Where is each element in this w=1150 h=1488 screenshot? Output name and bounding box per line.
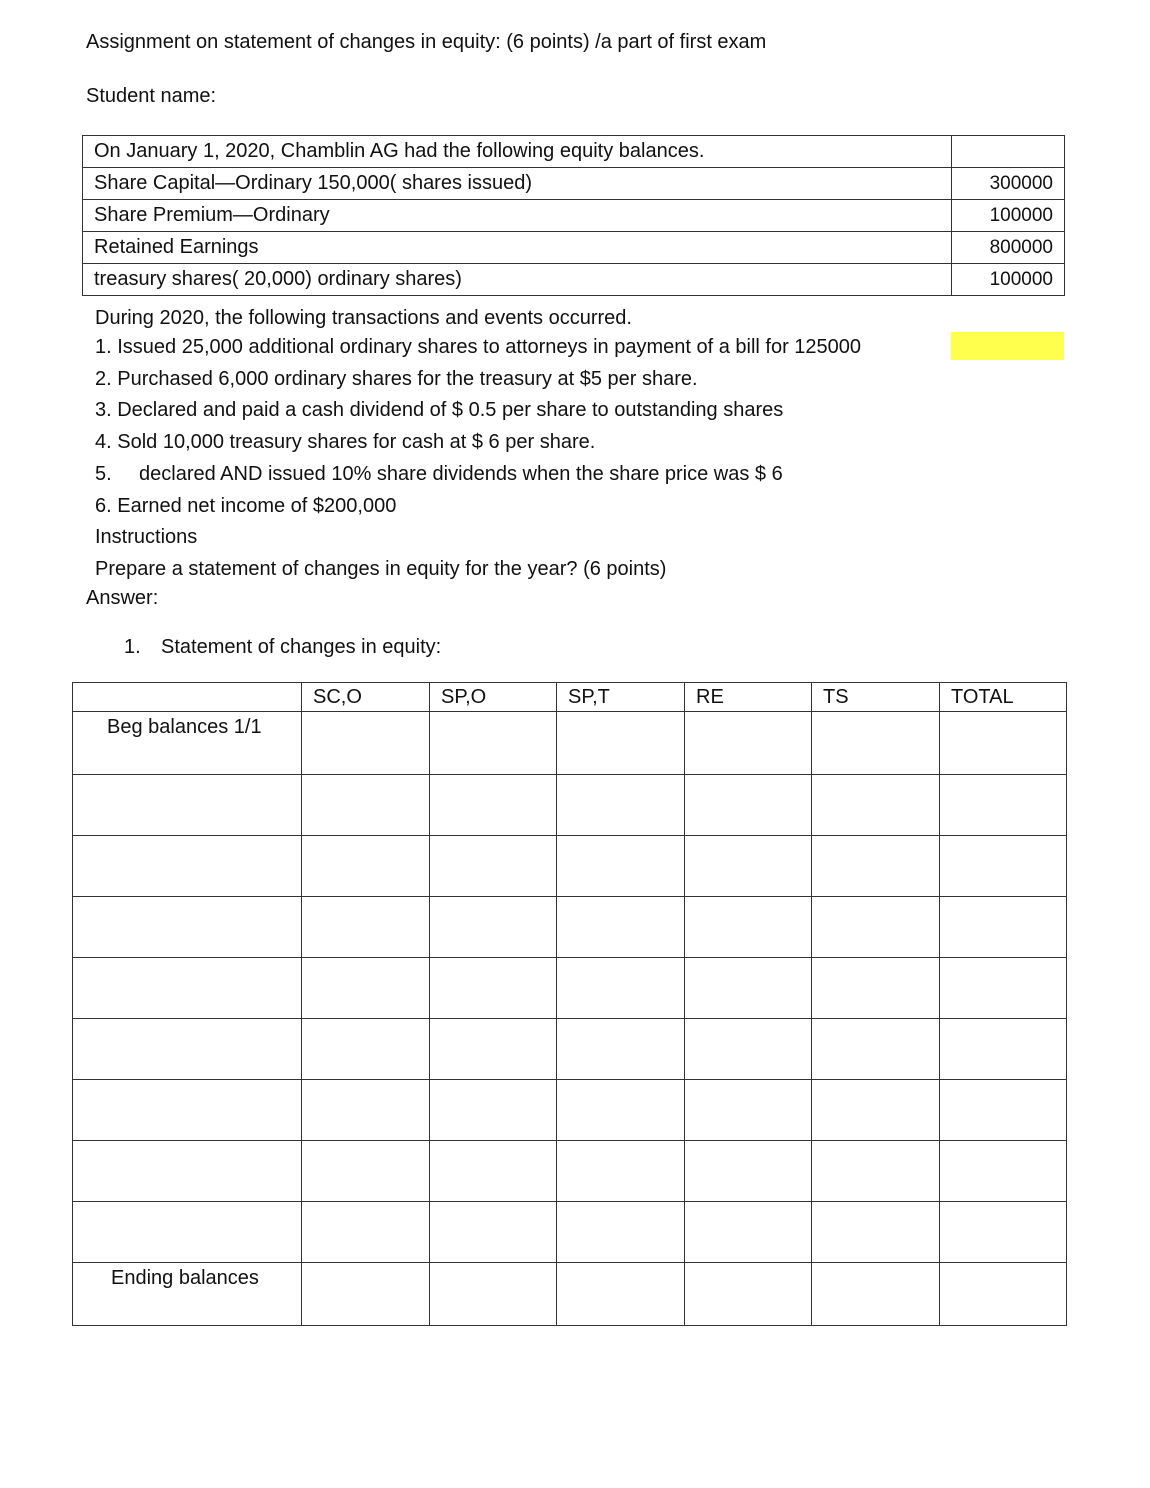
balance-label: Share Capital—Ordinary 150,000( shares issued) [83,168,952,200]
row-label: Beg balances 1/1 [73,712,302,775]
grid-cell [430,1019,557,1080]
grid-cell [940,1019,1067,1080]
transaction-number: 5. [95,463,112,485]
grid-cell [430,836,557,897]
grid-cell [685,1141,812,1202]
balances-intro-row [83,136,1065,168]
grid-row [73,1202,1067,1263]
grid-cell [812,1080,940,1141]
row-label: Ending balances [73,1263,302,1326]
grid-row [73,836,1067,897]
column-header: TS [812,683,940,712]
grid-cell [557,712,685,775]
equity-balances-table [82,135,1065,296]
grid-cell [302,1019,430,1080]
balance-label: treasury shares( 20,000) ordinary shares) [83,264,952,296]
grid-cell [940,836,1067,897]
column-header: TOTAL [940,683,1067,712]
grid-cell [557,897,685,958]
grid-cell [685,1263,812,1326]
grid-cell [557,836,685,897]
grid-cell [302,897,430,958]
grid-cell [940,1080,1067,1141]
grid-row [73,958,1067,1019]
column-header: SP,T [557,683,685,712]
grid-cell [685,897,812,958]
grid-cell [430,1202,557,1263]
balance-row [83,168,1065,200]
balance-row [83,264,1065,296]
grid-row-beginning [73,712,1067,775]
balance-amount: 300000 [952,168,1065,200]
grid-cell [812,958,940,1019]
transaction-item: 3. Declared and paid a cash dividend of $ 0.5 per share to outstanding shares [95,399,784,421]
transaction-item [95,462,783,486]
grid-cell [302,1080,430,1141]
grid-header-row [73,683,1067,712]
transaction-text: declared AND issued 10% share dividends when the share price was $ 6 [139,463,783,485]
grid-cell [557,1080,685,1141]
grid-row [73,897,1067,958]
transaction-item: 2. Purchased 6,000 ordinary shares for the treasury at $5 per share. [95,368,698,390]
column-header: SP,O [430,683,557,712]
grid-corner-cell [73,683,302,712]
row-label [73,958,302,1019]
grid-row [73,1080,1067,1141]
grid-cell [557,1202,685,1263]
grid-cell [940,712,1067,775]
student-name-label: Student name: [86,85,217,107]
grid-row [73,1141,1067,1202]
grid-row [73,775,1067,836]
grid-cell [940,1263,1067,1326]
grid-cell [430,1263,557,1326]
grid-cell [302,958,430,1019]
balance-amount: 100000 [952,264,1065,296]
grid-cell [430,775,557,836]
grid-cell [685,775,812,836]
row-label [73,1202,302,1263]
grid-cell [557,1141,685,1202]
column-header: SC,O [302,683,430,712]
balance-row [83,200,1065,232]
statement-heading [124,635,441,659]
grid-cell [430,897,557,958]
grid-cell [557,775,685,836]
transaction-item: 4. Sold 10,000 treasury shares for cash at $ 6 per share. [95,431,596,453]
row-label [73,897,302,958]
yellow-highlight-cell [951,332,1064,360]
grid-cell [812,1019,940,1080]
grid-cell [812,1141,940,1202]
transaction-item: 6. Earned net income of $200,000 [95,495,397,517]
assignment-title: Assignment on statement of changes in equity: (6 points) /a part of first exam [86,31,767,53]
grid-cell [302,836,430,897]
balance-label: Share Premium—Ordinary [83,200,952,232]
row-label [73,1141,302,1202]
grid-cell [812,897,940,958]
answer-label: Answer: [86,587,159,609]
grid-cell [812,1263,940,1326]
grid-cell [685,1202,812,1263]
balance-amount: 800000 [952,232,1065,264]
grid-cell [940,897,1067,958]
row-label [73,775,302,836]
grid-cell [940,1141,1067,1202]
balance-label: Retained Earnings [83,232,952,264]
grid-cell [685,712,812,775]
grid-cell [940,775,1067,836]
grid-cell [557,1019,685,1080]
transaction-item: 1. Issued 25,000 additional ordinary shares to attorneys in payment of a bill for 125000 [95,336,862,358]
grid-cell [302,1202,430,1263]
grid-cell [302,775,430,836]
grid-cell [302,1141,430,1202]
grid-cell [302,1263,430,1326]
statement-of-changes-grid [72,682,1067,1326]
grid-cell [685,958,812,1019]
row-label [73,1080,302,1141]
column-header: RE [685,683,812,712]
balance-amount: 100000 [952,200,1065,232]
grid-cell [557,958,685,1019]
grid-row [73,1019,1067,1080]
instructions-text: Prepare a statement of changes in equity for the year? (6 points) [95,558,667,580]
statement-number: 1. [124,636,141,658]
grid-cell [557,1263,685,1326]
grid-cell [430,712,557,775]
grid-cell [685,836,812,897]
balances-intro-amount [952,136,1065,168]
grid-cell [812,712,940,775]
statement-title: Statement of changes in equity: [161,636,442,658]
grid-cell [430,1141,557,1202]
grid-cell [685,1019,812,1080]
grid-cell [302,712,430,775]
grid-cell [812,1202,940,1263]
balance-row [83,232,1065,264]
grid-cell [940,1202,1067,1263]
balances-intro: On January 1, 2020, Chamblin AG had the following equity balances. [83,136,952,168]
grid-cell [685,1080,812,1141]
grid-row-ending [73,1263,1067,1326]
row-label [73,836,302,897]
transactions-intro: During 2020, the following transactions and events occurred. [95,307,632,329]
grid-cell [940,958,1067,1019]
row-label [73,1019,302,1080]
grid-cell [430,1080,557,1141]
instructions-heading: Instructions [95,526,198,548]
grid-cell [812,775,940,836]
grid-cell [812,836,940,897]
grid-cell [430,958,557,1019]
